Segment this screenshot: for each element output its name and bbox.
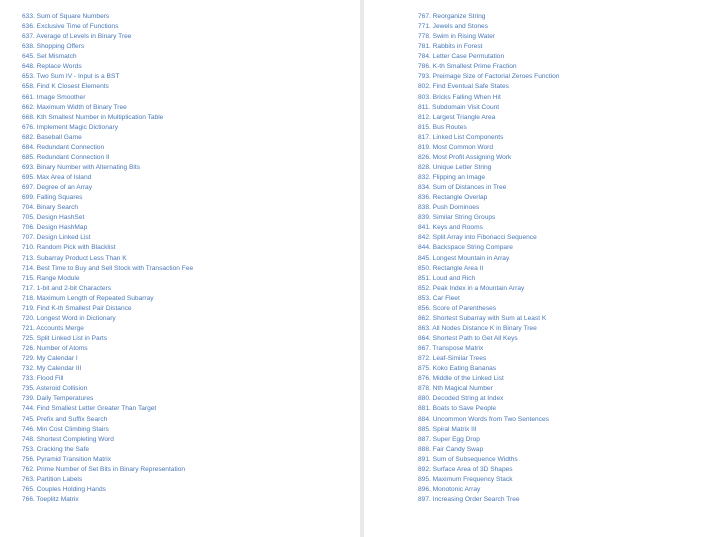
problem-link[interactable]: 695. Max Area of Island xyxy=(22,174,92,181)
left-problem-list xyxy=(22,12,193,505)
list-item xyxy=(22,495,193,505)
list-item xyxy=(418,364,559,374)
list-item xyxy=(418,254,559,264)
problem-link[interactable]: 668. Kth Smallest Number in Multiplication Table xyxy=(22,113,164,121)
list-item xyxy=(22,163,193,173)
list-item xyxy=(22,213,193,223)
list-item xyxy=(22,153,193,163)
list-item xyxy=(418,233,559,243)
problem-link[interactable]: 766. Toeplitz Matrix xyxy=(22,496,79,503)
list-item xyxy=(418,394,559,404)
list-item xyxy=(418,354,559,364)
problem-link[interactable]: 875. Koko Eating Bananas xyxy=(418,365,497,373)
list-item xyxy=(22,465,193,475)
list-item xyxy=(22,103,193,113)
problem-link[interactable]: 684. Redundant Connection xyxy=(22,143,105,151)
problem-link[interactable]: 735. Asteroid Collision xyxy=(22,385,88,393)
list-item xyxy=(22,233,193,243)
problem-link[interactable]: 885. Spiral Matrix III xyxy=(418,425,477,433)
list-item xyxy=(22,445,193,455)
list-item xyxy=(418,243,559,253)
problem-link[interactable]: 707. Design Linked List xyxy=(22,234,91,242)
list-item xyxy=(22,193,193,203)
list-item xyxy=(22,113,193,123)
problem-link[interactable]: 876. Middle of the Linked List xyxy=(418,375,504,383)
problem-link[interactable]: 815. Bus Routes xyxy=(418,123,467,131)
problem-link[interactable]: 842. Split Array into Fibonacci Sequence xyxy=(418,234,537,242)
list-item xyxy=(22,455,193,465)
list-item xyxy=(22,173,193,183)
problem-link[interactable]: 706. Design HashMap xyxy=(22,224,88,232)
problem-link[interactable]: 762. Prime Number of Set Bits in Binary Representation xyxy=(22,465,186,473)
list-item xyxy=(22,32,193,42)
list-item xyxy=(418,294,559,304)
problem-link[interactable]: 896. Monotonic Array xyxy=(418,485,481,493)
problem-link[interactable]: 658. Find K Closest Elements xyxy=(22,83,109,91)
list-item xyxy=(22,485,193,495)
problem-link[interactable]: 863. All Nodes Distance K in Binary Tree xyxy=(418,324,537,332)
list-item xyxy=(418,465,559,475)
list-item xyxy=(418,304,559,314)
problem-link[interactable]: 872. Leaf-Similar Trees xyxy=(418,355,487,363)
problem-link[interactable]: 895. Maximum Frequency Stack xyxy=(418,475,513,483)
list-item xyxy=(418,52,559,62)
list-item xyxy=(22,344,193,354)
problem-link[interactable]: 715. Range Module xyxy=(22,274,80,282)
list-item xyxy=(22,72,193,82)
list-item xyxy=(418,264,559,274)
problem-link[interactable]: 851. Loud and Rich xyxy=(418,274,476,282)
list-item xyxy=(418,163,559,173)
problem-link[interactable]: 834. Sum of Distances in Tree xyxy=(418,184,507,192)
list-item xyxy=(22,62,193,72)
problem-link[interactable]: 718. Maximum Length of Repeated Subarray xyxy=(22,294,154,302)
list-item xyxy=(22,314,193,324)
problem-link[interactable]: 739. Daily Temperatures xyxy=(22,395,94,403)
problem-link[interactable]: 685. Redundant Connection II xyxy=(22,153,110,161)
list-item xyxy=(418,103,559,113)
problem-link[interactable]: 781. Rabbits in Forest xyxy=(418,43,483,51)
problem-link[interactable]: 753. Cracking the Safe xyxy=(22,445,90,453)
problem-link[interactable]: 638. Shopping Offers xyxy=(22,43,85,51)
problem-link[interactable]: 881. Boats to Save People xyxy=(418,405,497,413)
problem-link[interactable]: 887. Super Egg Drop xyxy=(418,435,480,443)
list-item xyxy=(22,22,193,32)
problem-link[interactable]: 714. Best Time to Buy and Sell Stock with Transaction Fee xyxy=(22,264,194,272)
list-item xyxy=(418,445,559,455)
problem-link[interactable]: 648. Replace Words xyxy=(22,63,82,71)
list-item xyxy=(418,133,559,143)
problem-link[interactable]: 812. Largest Triangle Area xyxy=(418,113,496,121)
problem-link[interactable]: 704. Binary Search xyxy=(22,204,79,212)
problem-link[interactable]: 802. Find Eventual Safe States xyxy=(418,83,509,91)
list-item xyxy=(22,374,193,384)
problem-link[interactable]: 878. Nth Magical Number xyxy=(418,385,493,393)
problem-link[interactable]: 891. Sum of Subsequence Widths xyxy=(418,455,518,463)
problem-link[interactable]: 746. Min Cost Climbing Stairs xyxy=(22,425,109,433)
problem-link[interactable]: 845. Longest Mountain in Array xyxy=(418,254,510,262)
list-item xyxy=(418,213,559,223)
list-item xyxy=(22,123,193,133)
problem-link[interactable]: 867. Transpose Matrix xyxy=(418,345,484,353)
list-item xyxy=(22,52,193,62)
problem-link[interactable]: 826. Most Profit Assigning Work xyxy=(418,153,512,161)
problem-link[interactable]: 793. Preimage Size of Factorial Zeroes Function xyxy=(418,73,560,81)
list-item xyxy=(22,394,193,404)
list-item xyxy=(418,314,559,324)
list-item xyxy=(418,113,559,123)
list-item xyxy=(22,203,193,213)
problem-link[interactable]: 828. Unique Letter String xyxy=(418,163,492,171)
problem-link[interactable]: 705. Design HashSet xyxy=(22,214,85,222)
list-item xyxy=(418,203,559,213)
list-item xyxy=(418,173,559,183)
list-item xyxy=(22,12,193,22)
list-item xyxy=(22,324,193,334)
list-item xyxy=(418,153,559,163)
problem-link[interactable]: 784. Letter Case Permutation xyxy=(418,53,505,61)
problem-link[interactable]: 725. Split Linked List in Parts xyxy=(22,335,108,342)
problem-link[interactable]: 636. Exclusive Time of Functions xyxy=(22,23,119,31)
list-item xyxy=(22,334,193,344)
list-item xyxy=(22,223,193,233)
list-item xyxy=(22,284,193,294)
problem-link[interactable]: 786. K-th Smallest Prime Fraction xyxy=(418,63,517,71)
problem-link[interactable]: 852. Peak Index in a Mountain Array xyxy=(418,284,525,292)
list-item xyxy=(418,223,559,233)
list-item xyxy=(418,435,559,445)
problem-link[interactable]: 745. Prefix and Suffix Search xyxy=(22,415,108,423)
problem-link[interactable]: 841. Keys and Rooms xyxy=(418,224,483,232)
list-item xyxy=(22,82,193,92)
problem-link[interactable]: 653. Two Sum IV - Input is a BST xyxy=(22,73,120,81)
problem-link[interactable]: 744. Find Smallest Letter Greater Than Target xyxy=(22,405,157,413)
problem-link[interactable]: 819. Most Common Word xyxy=(418,143,494,151)
problem-link[interactable]: 888. Fair Candy Swap xyxy=(418,445,484,453)
problem-link[interactable]: 839. Similar String Groups xyxy=(418,214,496,222)
list-item xyxy=(418,425,559,435)
problem-link[interactable]: 771. Jewels and Stones xyxy=(418,23,489,31)
problem-link[interactable]: 767. Reorganize String xyxy=(418,13,486,20)
problem-link[interactable]: 756. Pyramid Transition Matrix xyxy=(22,455,112,463)
problem-link[interactable]: 661. Image Smoother xyxy=(22,93,86,101)
problem-link[interactable]: 778. Swim in Rising Water xyxy=(418,33,496,41)
problem-link[interactable]: 732. My Calendar III xyxy=(22,365,82,373)
problem-link[interactable]: 726. Number of Atoms xyxy=(22,345,88,353)
problem-link[interactable]: 763. Partition Labels xyxy=(22,475,83,483)
problem-link[interactable]: 853. Car Fleet xyxy=(418,294,460,302)
right-problem-list xyxy=(418,12,559,505)
problem-link[interactable]: 836. Rectangle Overlap xyxy=(418,194,488,202)
list-item xyxy=(418,455,559,465)
problem-link[interactable]: 811. Subdomain Visit Count xyxy=(418,103,500,111)
problem-link[interactable]: 637. Average of Levels in Binary Tree xyxy=(22,33,132,41)
problem-link[interactable]: 720. Longest Word in Dictionary xyxy=(22,314,116,322)
problem-link[interactable]: 710. Random Pick with Blacklist xyxy=(22,244,116,252)
problem-link[interactable]: 633. Sum of Square Numbers xyxy=(22,13,110,20)
list-item xyxy=(418,344,559,354)
list-item xyxy=(418,374,559,384)
list-item xyxy=(418,12,559,22)
list-item xyxy=(22,133,193,143)
problem-link[interactable]: 862. Shortest Subarray with Sum at Least K xyxy=(418,314,547,322)
list-item xyxy=(418,22,559,32)
list-item xyxy=(22,93,193,103)
problem-link[interactable]: 817. Linked List Components xyxy=(418,133,504,141)
problem-link[interactable]: 884. Uncommon Words from Two Sentences xyxy=(418,415,549,423)
problem-link[interactable]: 748. Shortest Completing Word xyxy=(22,435,114,443)
list-item xyxy=(22,183,193,193)
list-item xyxy=(418,274,559,284)
list-item xyxy=(418,82,559,92)
list-item xyxy=(22,304,193,314)
list-item xyxy=(22,294,193,304)
list-item xyxy=(22,243,193,253)
list-item xyxy=(22,274,193,284)
right-page xyxy=(364,0,720,537)
list-item xyxy=(22,264,193,274)
list-item xyxy=(22,364,193,374)
list-item xyxy=(418,404,559,414)
problem-link[interactable]: 713. Subarray Product Less Than K xyxy=(22,254,127,262)
problem-link[interactable]: 765. Couples Holding Hands xyxy=(22,485,106,493)
problem-link[interactable]: 719. Find K-th Smallest Pair Distance xyxy=(22,304,132,312)
list-item xyxy=(22,425,193,435)
list-item xyxy=(418,32,559,42)
list-item xyxy=(418,384,559,394)
list-item xyxy=(22,404,193,414)
list-item xyxy=(418,495,559,505)
problem-link[interactable]: 864. Shortest Path to Get All Keys xyxy=(418,335,518,342)
list-item xyxy=(418,485,559,495)
problem-link[interactable]: 832. Flipping an Image xyxy=(418,174,486,181)
list-item xyxy=(22,384,193,394)
problem-link[interactable]: 729. My Calendar I xyxy=(22,355,78,363)
list-item xyxy=(22,475,193,485)
problem-link[interactable]: 721. Accounts Merge xyxy=(22,324,84,332)
list-item xyxy=(418,193,559,203)
list-item xyxy=(418,475,559,485)
list-item xyxy=(418,93,559,103)
list-item xyxy=(418,42,559,52)
list-item xyxy=(22,354,193,364)
problem-link[interactable]: 676. Implement Magic Dictionary xyxy=(22,123,119,131)
problem-link[interactable]: 682. Baseball Game xyxy=(22,133,82,141)
list-item xyxy=(22,435,193,445)
problem-link[interactable]: 733. Flood Fill xyxy=(22,375,64,383)
list-item xyxy=(418,324,559,334)
list-item xyxy=(418,415,559,425)
problem-link[interactable]: 856. Score of Parentheses xyxy=(418,304,497,312)
problem-link[interactable]: 699. Falling Squares xyxy=(22,194,83,202)
list-item xyxy=(418,183,559,193)
problem-link[interactable]: 880. Decoded String at Index xyxy=(418,395,504,403)
problem-link[interactable]: 693. Binary Number with Alternating Bits xyxy=(22,163,141,171)
list-item xyxy=(418,334,559,344)
list-item xyxy=(22,42,193,52)
list-item xyxy=(22,143,193,153)
list-item xyxy=(418,123,559,133)
problem-link[interactable]: 645. Set Mismatch xyxy=(22,53,77,61)
problem-link[interactable]: 850. Rectangle Area II xyxy=(418,264,484,272)
list-item xyxy=(22,415,193,425)
problem-link[interactable]: 844. Backspace String Compare xyxy=(418,244,513,252)
problem-link[interactable]: 892. Surface Area of 3D Shapes xyxy=(418,465,513,473)
problem-link[interactable]: 697. Degree of an Array xyxy=(22,184,93,192)
list-item xyxy=(418,62,559,72)
problem-link[interactable]: 662. Maximum Width of Binary Tree xyxy=(22,103,127,111)
list-item xyxy=(418,143,559,153)
list-item xyxy=(418,72,559,82)
problem-link[interactable]: 897. Increasing Order Search Tree xyxy=(418,496,520,503)
list-item xyxy=(22,254,193,264)
list-item xyxy=(418,284,559,294)
problem-link[interactable]: 717. 1-bit and 2-bit Characters xyxy=(22,284,112,292)
problem-link[interactable]: 803. Bricks Falling When Hit xyxy=(418,93,501,101)
problem-link[interactable]: 838. Push Dominoes xyxy=(418,204,480,212)
